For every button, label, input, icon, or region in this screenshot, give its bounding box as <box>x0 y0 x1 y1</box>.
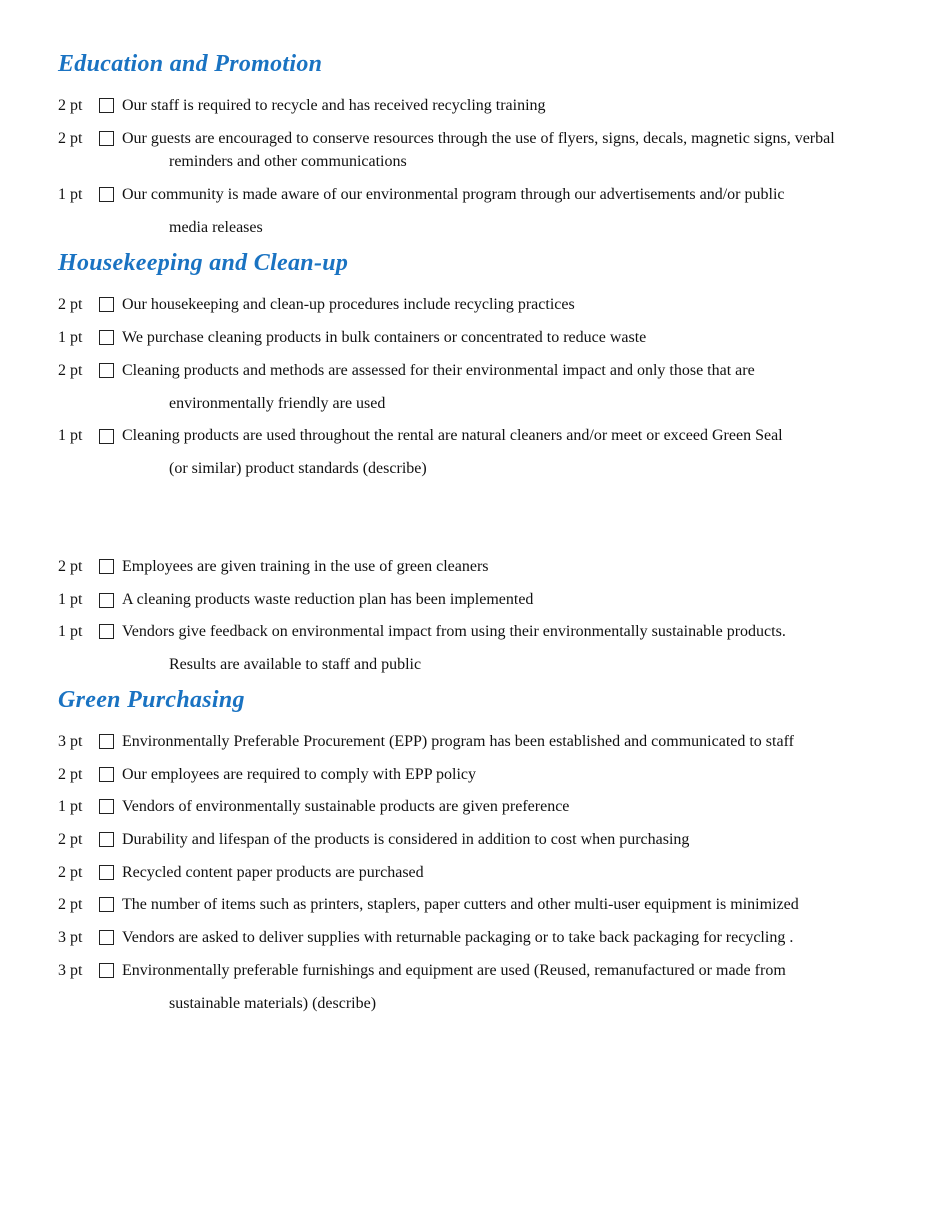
section-title-green-purchasing: Green Purchasing <box>58 687 245 713</box>
item-text: We purchase cleaning products in bulk containers or concentrated to reduce waste <box>122 329 647 346</box>
points-label: 2 pt <box>58 296 83 313</box>
item-text: Cleaning products and methods are assessed for their environmental impact and only those that are <box>122 362 755 379</box>
checkbox[interactable] <box>99 593 114 608</box>
item-text-continued: sustainable materials) (describe) <box>169 995 377 1012</box>
item-text: Vendors of environmentally sustainable products are given preference <box>122 798 570 815</box>
item-text-continued: (or similar) product standards (describe) <box>169 460 427 477</box>
points-label: 1 pt <box>58 329 83 346</box>
checkbox[interactable] <box>99 187 114 202</box>
checkbox[interactable] <box>99 624 114 639</box>
points-label: 2 pt <box>58 97 83 114</box>
item-text: Our community is made aware of our environmental program through our advertisements and/or public <box>122 186 785 203</box>
checkbox[interactable] <box>99 559 114 574</box>
points-label: 3 pt <box>58 929 83 946</box>
checkbox[interactable] <box>99 799 114 814</box>
item-text-continued: media releases <box>169 219 263 236</box>
points-label: 2 pt <box>58 896 83 913</box>
item-text: Our employees are required to comply with EPP policy <box>122 766 476 783</box>
checkbox[interactable] <box>99 734 114 749</box>
item-text: Our housekeeping and clean-up procedures include recycling practices <box>122 296 575 313</box>
item-text: Vendors give feedback on environmental impact from using their environmentally sustainable products. <box>122 623 786 640</box>
points-label: 1 pt <box>58 591 83 608</box>
item-text: Our staff is required to recycle and has received recycling training <box>122 97 546 114</box>
checkbox[interactable] <box>99 930 114 945</box>
points-label: 2 pt <box>58 558 83 575</box>
item-text-continued: Results are available to staff and public <box>169 656 422 673</box>
section-title-housekeeping: Housekeeping and Clean-up <box>58 250 349 276</box>
checkbox[interactable] <box>99 429 114 444</box>
section-title-education-promotion: Education and Promotion <box>58 51 323 77</box>
item-text: A cleaning products waste reduction plan has been implemented <box>122 591 534 608</box>
checkbox[interactable] <box>99 297 114 312</box>
item-text: The number of items such as printers, staplers, paper cutters and other multi-user equipment is minimized <box>122 896 799 913</box>
checkbox[interactable] <box>99 363 114 378</box>
points-label: 1 pt <box>58 186 83 203</box>
checkbox[interactable] <box>99 98 114 113</box>
points-label: 2 pt <box>58 831 83 848</box>
item-text: Cleaning products are used throughout the rental are natural cleaners and/or meet or exceed Green Seal <box>122 427 783 444</box>
points-label: 3 pt <box>58 733 83 750</box>
checkbox[interactable] <box>99 897 114 912</box>
points-label: 2 pt <box>58 130 83 147</box>
item-text-continued: environmentally friendly are used <box>169 395 386 412</box>
item-text-continued: reminders and other communications <box>169 153 407 170</box>
points-label: 1 pt <box>58 427 83 444</box>
item-text: Environmentally Preferable Procurement (EPP) program has been established and communicated to staff <box>122 733 794 750</box>
checkbox[interactable] <box>99 767 114 782</box>
item-text: Our guests are encouraged to conserve resources through the use of flyers, signs, decals, magnetic signs, verbal <box>122 130 835 147</box>
item-text: Environmentally preferable furnishings and equipment are used (Reused, remanufactured or made from <box>122 962 786 979</box>
item-text: Durability and lifespan of the products is considered in addition to cost when purchasing <box>122 831 690 848</box>
item-text: Vendors are asked to deliver supplies with returnable packaging or to take back packaging for recycling . <box>122 929 794 946</box>
checkbox[interactable] <box>99 865 114 880</box>
points-label: 3 pt <box>58 962 83 979</box>
points-label: 2 pt <box>58 362 83 379</box>
points-label: 1 pt <box>58 623 83 640</box>
checkbox[interactable] <box>99 963 114 978</box>
item-text: Recycled content paper products are purchased <box>122 864 424 881</box>
checkbox[interactable] <box>99 330 114 345</box>
checkbox[interactable] <box>99 131 114 146</box>
points-label: 2 pt <box>58 766 83 783</box>
checkbox[interactable] <box>99 832 114 847</box>
points-label: 2 pt <box>58 864 83 881</box>
item-text: Employees are given training in the use of green cleaners <box>122 558 489 575</box>
points-label: 1 pt <box>58 798 83 815</box>
